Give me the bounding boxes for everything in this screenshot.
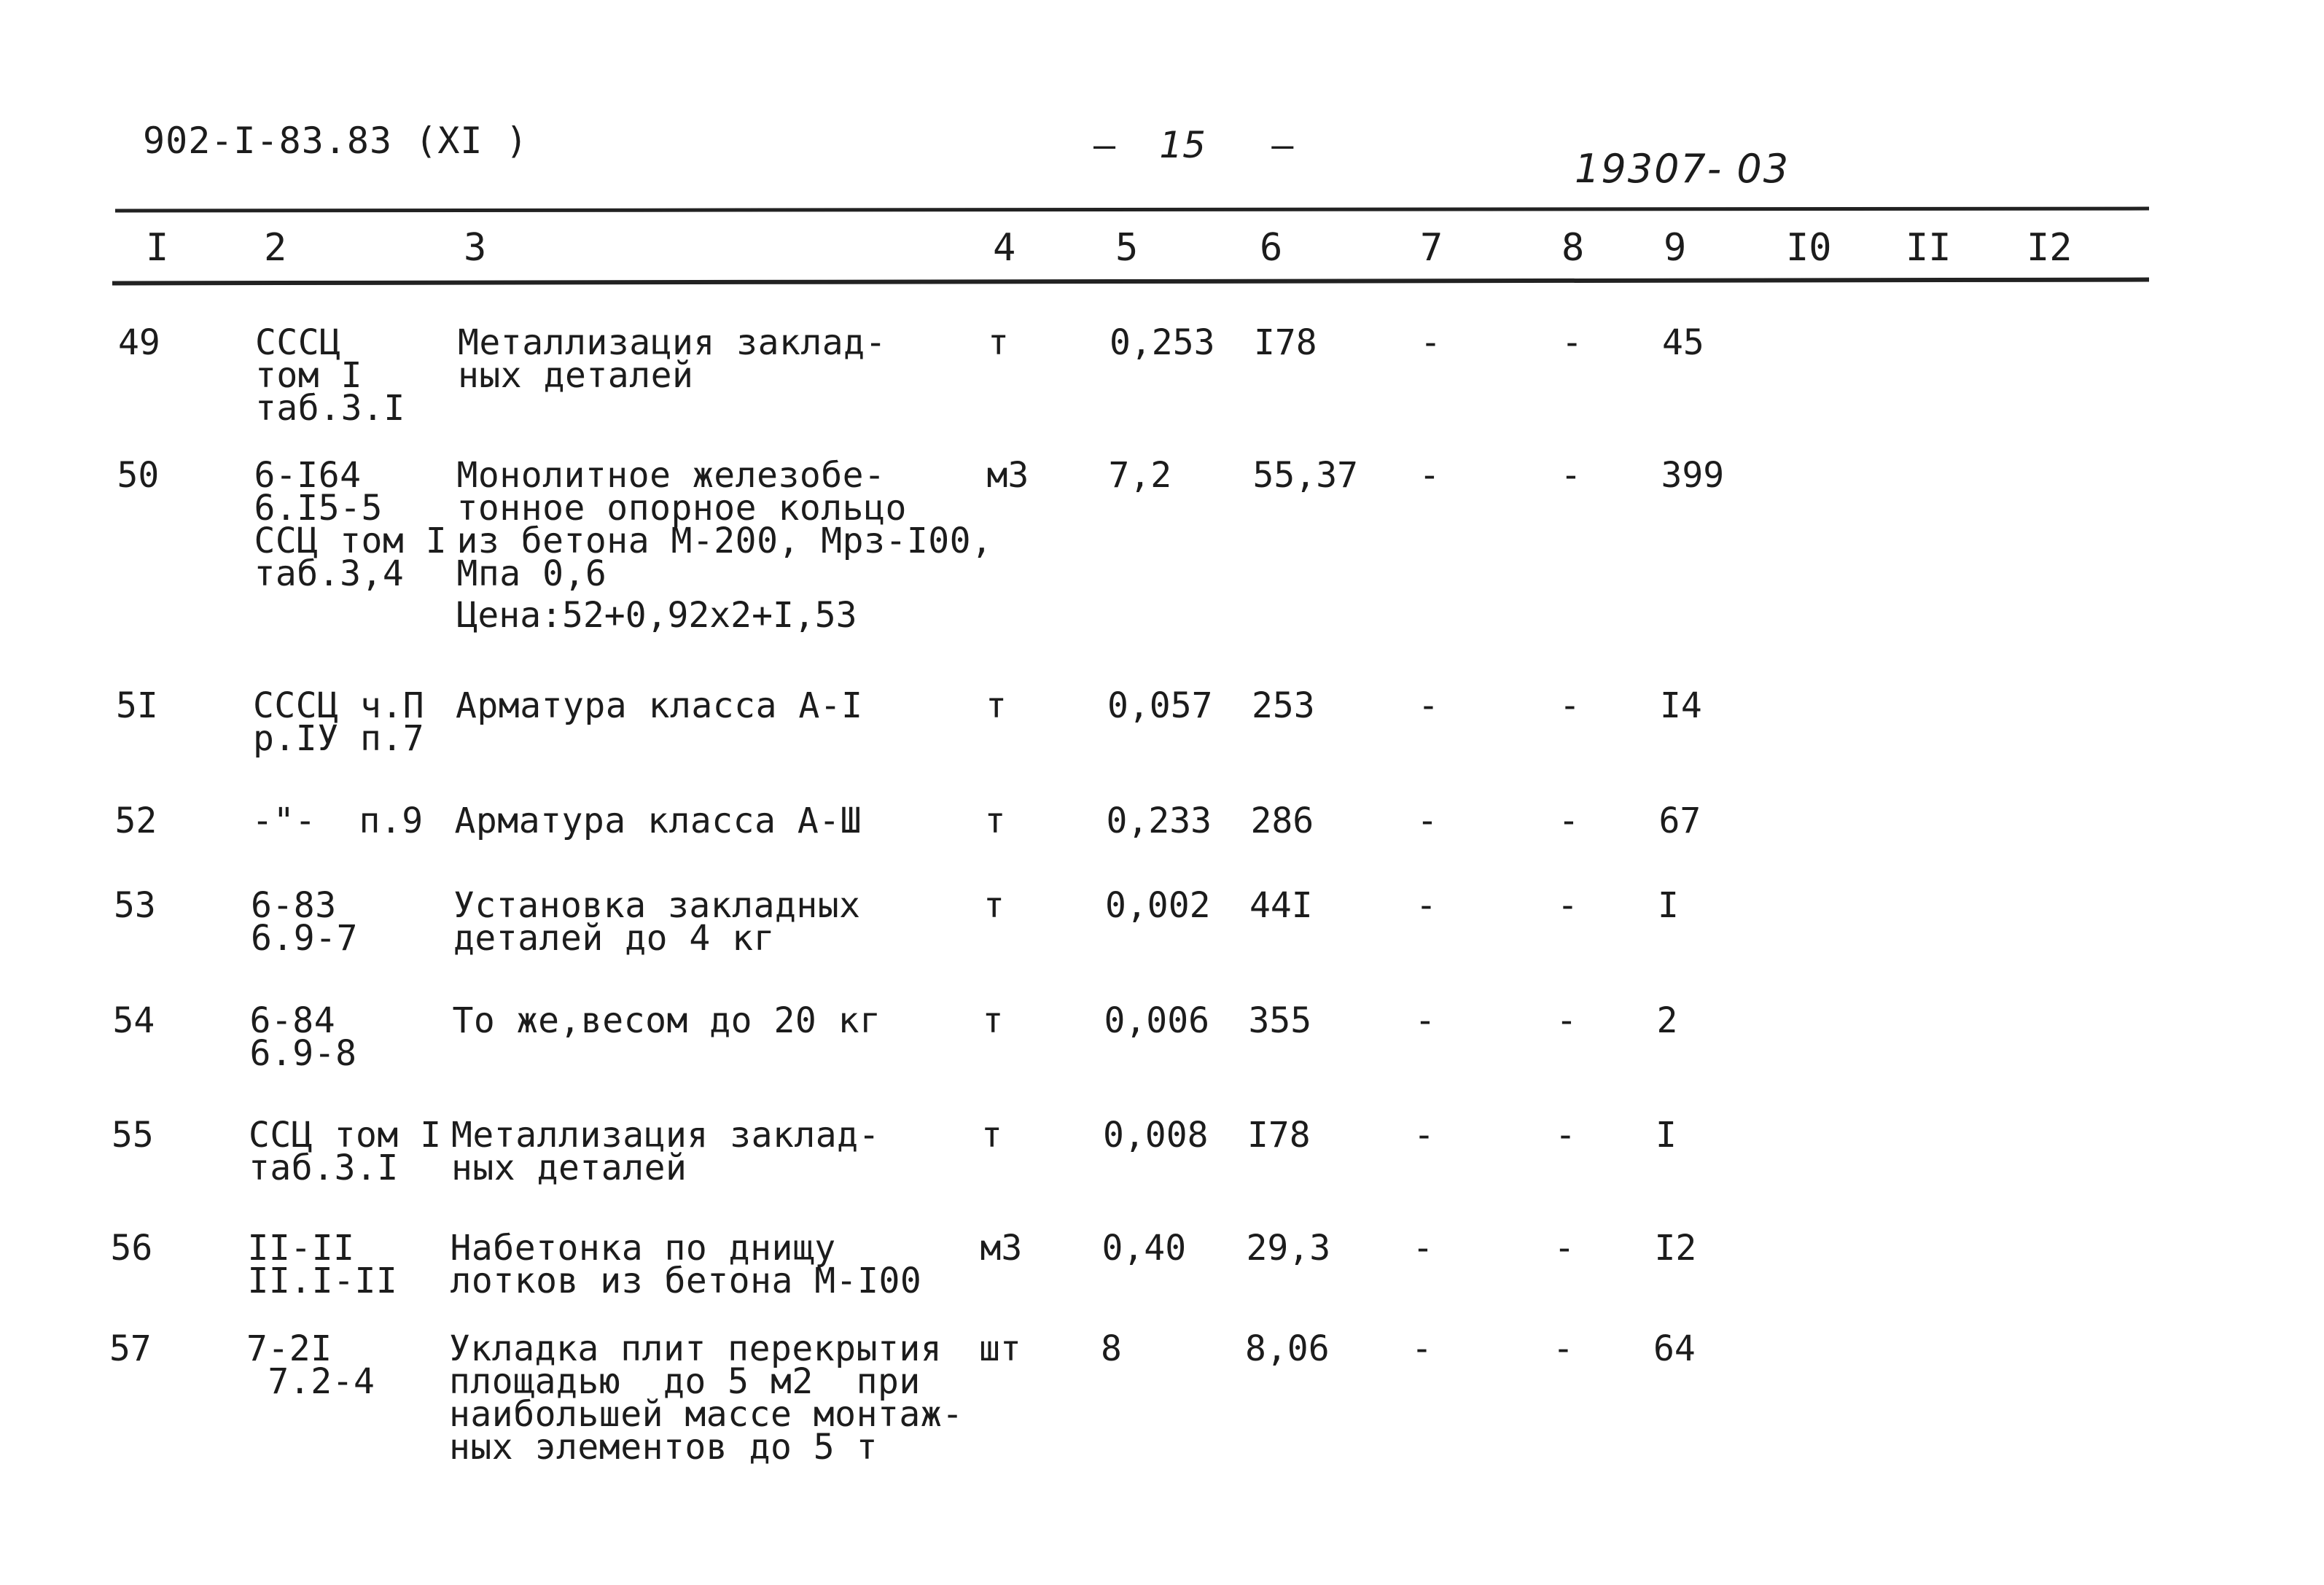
work-description-line: деталей до 4 кг <box>453 918 775 959</box>
column-header-2: 2 <box>264 226 287 270</box>
column-8-value: - <box>1561 322 1583 363</box>
rate-reference-line: -"- п.9 <box>251 801 424 841</box>
quantity: 0,057 <box>1107 685 1213 726</box>
column-8-value: - <box>1557 885 1578 926</box>
column-7-value: - <box>1416 885 1437 926</box>
work-description-line: из бетона М-200, Мрз-I00, <box>456 521 993 561</box>
quantity: 0,006 <box>1104 1000 1209 1041</box>
unit: т <box>982 1000 1004 1041</box>
work-description <box>456 455 993 594</box>
unit-price: 355 <box>1248 1000 1312 1041</box>
work-description-line: ных элементов до 5 т <box>449 1427 878 1468</box>
rate-reference <box>246 1328 375 1402</box>
row-number: 49 <box>118 322 160 363</box>
work-description-line: Мпа 0,6 <box>456 553 607 594</box>
work-description-line: лотков из бетона М-I00 <box>450 1261 922 1301</box>
rate-reference <box>251 801 424 841</box>
rate-reference <box>253 685 425 759</box>
work-description-line: Установка закладных <box>453 885 861 926</box>
work-description <box>458 322 886 396</box>
rate-reference <box>251 885 358 959</box>
work-description-line: Арматура класса А-I <box>456 685 863 726</box>
work-description <box>451 1115 880 1188</box>
total-cost: I4 <box>1660 685 1702 726</box>
rate-reference-line: том I <box>255 355 362 396</box>
column-7-value: - <box>1420 322 1441 363</box>
quantity: 0,008 <box>1103 1115 1209 1156</box>
total-cost: 64 <box>1653 1328 1696 1369</box>
total-cost: 2 <box>1656 1000 1678 1041</box>
rate-reference-line: СССЦ ч.П <box>253 685 425 726</box>
rate-reference-line: II-II <box>247 1228 355 1269</box>
work-description-line: Монолитное железобе- <box>456 455 886 496</box>
rate-reference-line: 6-84 <box>249 1000 336 1041</box>
work-description <box>453 885 861 959</box>
quantity: 8 <box>1101 1328 1122 1369</box>
column-8-value: - <box>1556 1000 1578 1041</box>
rate-reference-line: 6.I5-5 <box>254 488 383 529</box>
column-header-1: I <box>146 226 169 270</box>
column-header-3: 3 <box>464 226 487 270</box>
quantity: 0,002 <box>1105 885 1211 926</box>
column-7-value: - <box>1418 685 1439 726</box>
column-header-4: 4 <box>993 226 1016 270</box>
row-number: 57 <box>109 1328 152 1369</box>
work-description <box>452 1000 881 1041</box>
work-description-line: Арматура класса А-Ш <box>454 801 862 841</box>
unit-price: 44I <box>1249 885 1313 926</box>
row-number: 56 <box>110 1228 153 1269</box>
column-header-5: 5 <box>1115 226 1139 270</box>
unit: т <box>981 1115 1002 1156</box>
work-description-line: ных деталей <box>451 1148 687 1188</box>
unit-price: 286 <box>1250 801 1314 841</box>
work-description-line: Металлизация заклад- <box>458 322 886 363</box>
column-header-12: I2 <box>2027 226 2073 270</box>
rate-reference-line: ССЦ том I <box>254 521 448 561</box>
work-description <box>456 685 863 726</box>
rate-reference <box>249 1000 357 1074</box>
row-number: 50 <box>117 455 160 496</box>
work-description <box>449 1328 964 1468</box>
column-7-value: - <box>1411 1328 1432 1369</box>
row-number: 55 <box>112 1115 154 1156</box>
page-number: – 15 – <box>1093 124 1294 166</box>
rate-reference-line: II.I-II <box>247 1261 398 1301</box>
rate-reference-line: 6-83 <box>251 885 337 926</box>
rate-reference <box>247 1228 398 1301</box>
document-code: 902-I-83.83 (XI ) <box>143 120 529 162</box>
column-7-value: - <box>1413 1115 1435 1156</box>
price-note: Цена:52+0,92х2+I,53 <box>456 595 857 636</box>
unit-price: I78 <box>1254 322 1317 363</box>
column-8-value: - <box>1553 1328 1574 1369</box>
quantity: 0,233 <box>1106 801 1212 841</box>
table-header-rule <box>112 278 2149 286</box>
column-7-value: - <box>1419 455 1440 496</box>
quantity: 0,253 <box>1110 322 1215 363</box>
column-8-value: - <box>1555 1115 1576 1156</box>
column-header-11: II <box>1906 226 1951 270</box>
rate-reference <box>255 322 405 429</box>
work-description-line: Укладка плит перекрытия <box>449 1328 943 1369</box>
rate-reference-line: р.IУ п.7 <box>253 718 425 759</box>
column-8-value: - <box>1559 685 1580 726</box>
registration-number: 19307- 03 <box>1575 146 1790 192</box>
row-number: 52 <box>114 801 157 841</box>
work-description-line: Металлизация заклад- <box>451 1115 880 1156</box>
row-number: 54 <box>112 1000 155 1041</box>
unit-price: 29,3 <box>1246 1228 1331 1269</box>
unit-price: 253 <box>1252 685 1315 726</box>
unit: шт <box>979 1328 1021 1369</box>
rate-reference-line: таб.3.I <box>255 388 405 429</box>
column-7-value: - <box>1414 1000 1436 1041</box>
work-description-line: ных деталей <box>458 355 694 396</box>
rate-reference <box>249 1115 442 1188</box>
rate-reference-line: 6.9-7 <box>251 918 358 959</box>
work-description-line: То же,весом до 20 кг <box>452 1000 881 1041</box>
work-description-line: тонное опорное кольцо <box>456 488 907 529</box>
rate-reference-line: ССЦ том I <box>249 1115 442 1156</box>
rate-reference-line: таб.3,4 <box>254 553 405 594</box>
row-number: 53 <box>114 885 156 926</box>
unit: м3 <box>986 455 1029 496</box>
unit: т <box>983 885 1005 926</box>
column-8-value: - <box>1558 801 1580 841</box>
total-cost: I <box>1656 1115 1677 1156</box>
unit: т <box>984 801 1006 841</box>
quantity: 0,40 <box>1101 1228 1187 1269</box>
quantity: 7,2 <box>1108 455 1172 496</box>
total-cost: I2 <box>1654 1228 1697 1269</box>
total-cost: 399 <box>1661 455 1725 496</box>
rate-reference-line: 7-2I <box>246 1328 332 1369</box>
unit-price: 8,06 <box>1245 1328 1330 1369</box>
rate-reference-line: 7.2-4 <box>246 1361 375 1402</box>
unit-price: I78 <box>1247 1115 1311 1156</box>
unit: м3 <box>980 1228 1023 1269</box>
column-8-value: - <box>1553 1228 1575 1269</box>
column-7-value: - <box>1412 1228 1434 1269</box>
table-top-rule <box>115 207 2149 213</box>
column-header-8: 8 <box>1561 226 1585 270</box>
rate-reference-line: 6-I64 <box>254 455 362 496</box>
unit-price: 55,37 <box>1252 455 1358 496</box>
unit: т <box>986 685 1007 726</box>
unit: т <box>988 322 1009 363</box>
rate-reference-line: СССЦ <box>255 322 341 363</box>
column-8-value: - <box>1560 455 1582 496</box>
work-description <box>454 801 862 841</box>
work-description <box>450 1228 922 1301</box>
work-description-line: площадью до 5 м2 при <box>449 1361 921 1402</box>
column-header-7: 7 <box>1420 226 1443 270</box>
work-description-line: наибольшей массе монтаж- <box>449 1394 964 1435</box>
total-cost: 67 <box>1658 801 1701 841</box>
column-7-value: - <box>1416 801 1438 841</box>
rate-reference-line: 6.9-8 <box>249 1033 357 1074</box>
page-number-value: 15 <box>1159 124 1206 166</box>
rate-reference <box>254 455 448 594</box>
total-cost: I <box>1658 885 1679 926</box>
column-header-6: 6 <box>1260 226 1283 270</box>
rate-reference-line: таб.3.I <box>249 1148 399 1188</box>
row-number: 5I <box>116 685 158 726</box>
column-header-10: I0 <box>1786 226 1832 270</box>
column-header-9: 9 <box>1664 226 1687 270</box>
work-description-line: Набетонка по днищу <box>450 1228 836 1269</box>
total-cost: 45 <box>1662 322 1704 363</box>
